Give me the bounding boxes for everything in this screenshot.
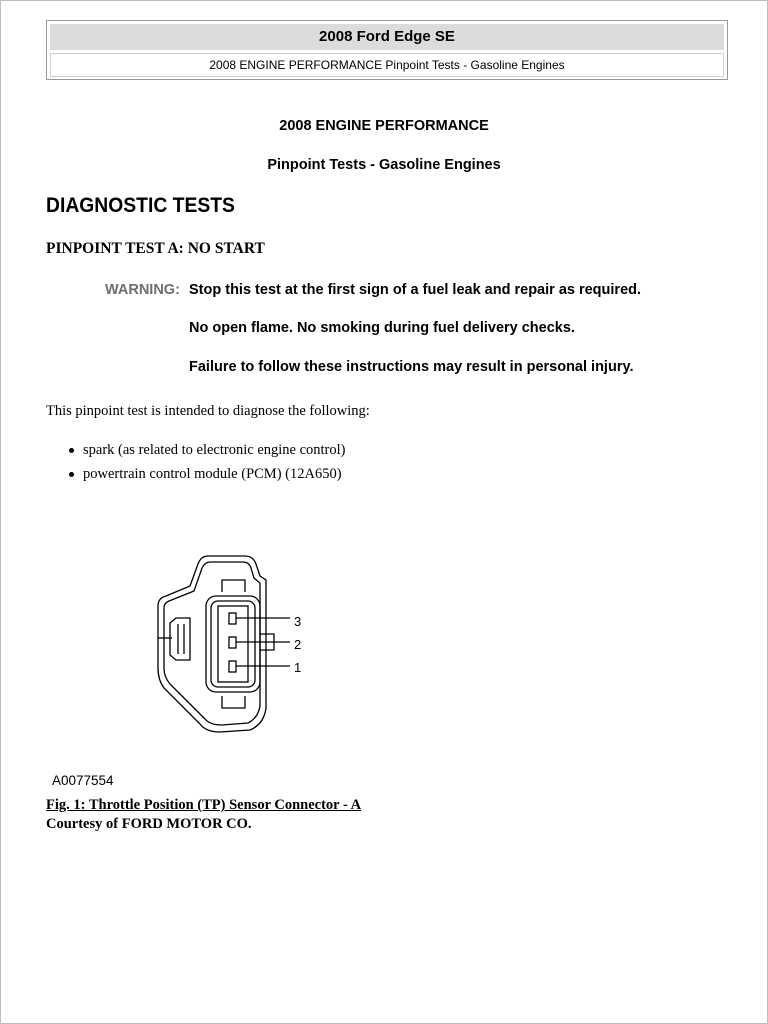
list-item: spark (as related to electronic engine control)	[46, 440, 346, 464]
document-title: 2008 ENGINE PERFORMANCE	[279, 118, 489, 134]
diagnosis-list	[46, 440, 346, 488]
pin-label-2: 2	[294, 637, 302, 652]
intro-text: This pinpoint test is intended to diagnose the following:	[46, 403, 370, 419]
tp-sensor-connector-diagram	[150, 548, 310, 738]
test-heading: PINPOINT TEST A: NO START	[46, 240, 265, 257]
list-item: powertrain control module (PCM) (12A650)	[46, 464, 346, 488]
figure-id: A0077554	[52, 773, 114, 788]
header-title: 2008 Ford Edge SE	[50, 24, 724, 50]
header-subtitle: 2008 ENGINE PERFORMANCE Pinpoint Tests - Gasoline Engines	[50, 53, 724, 77]
warning-line-2: No open flame. No smoking during fuel delivery checks.	[189, 320, 575, 336]
document-subtitle: Pinpoint Tests - Gasoline Engines	[267, 157, 501, 173]
figure-caption: Fig. 1: Throttle Position (TP) Sensor Connector - A	[46, 797, 362, 813]
document-header	[46, 20, 728, 80]
section-heading: DIAGNOSTIC TESTS	[46, 194, 235, 217]
warning-line-3: Failure to follow these instructions may result in personal injury.	[189, 359, 634, 375]
pin-label-1: 1	[294, 660, 302, 675]
warning-line-1: Stop this test at the first sign of a fuel leak and repair as required.	[189, 282, 642, 298]
warning-label: WARNING:	[105, 282, 180, 298]
pin-label-3: 3	[294, 614, 302, 629]
figure-courtesy: Courtesy of FORD MOTOR CO.	[46, 816, 252, 832]
